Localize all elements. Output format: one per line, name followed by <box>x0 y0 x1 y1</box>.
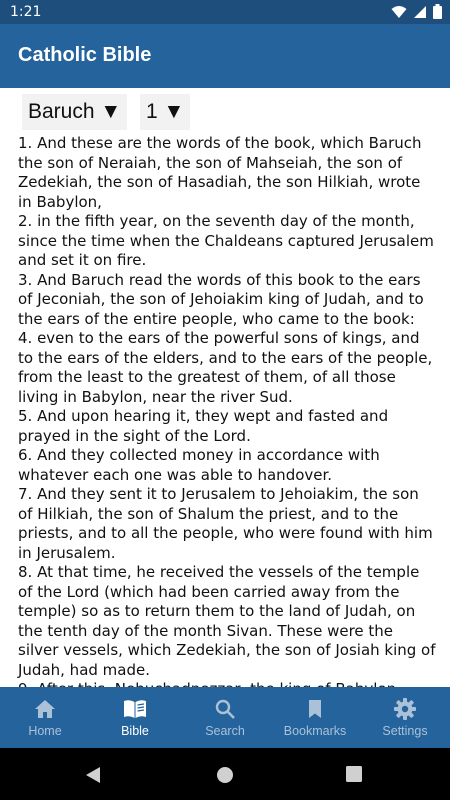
home-icon <box>33 697 57 721</box>
verse: 8. At that time, he received the vessels of the temple of the Lord (which had been carried away from the temple) so as to return them to the land of Judah, on the tenth day of the month Sivan. These were the silver vessels, which Zedekiah, the son of Josiah king of Judah, had made. <box>18 563 436 679</box>
app-title: Catholic Bible <box>18 44 152 66</box>
back-icon[interactable] <box>85 766 101 784</box>
status-icons <box>391 4 442 19</box>
nav-label-settings: Settings <box>382 724 428 738</box>
home-circle-icon[interactable] <box>216 766 234 784</box>
nav-item-bible[interactable] <box>90 687 180 748</box>
status-time: 1:21 <box>10 4 42 20</box>
bottom-nav <box>0 687 450 748</box>
verse: 4. even to the ears of the powerful sons of kings, and to the ears of the elders, and to the ears of the people, from the least to the greatest of them, of all those living in Babylon, near the river Sud. <box>18 329 433 406</box>
nav-label-home: Home <box>28 724 62 738</box>
gear-icon <box>393 697 417 721</box>
verse: 1. And these are the words of the book, which Baruch the son of Neraiah, the son of Mahseiah, the son of Zedekiah, the son of Hasadiah, the son Hilkiah, wrote in Babylon, <box>18 134 422 211</box>
nav-item-home[interactable] <box>0 687 90 748</box>
wifi-icon <box>391 5 407 19</box>
app-bar <box>0 24 450 88</box>
nav-label-bible: Bible <box>121 724 149 738</box>
nav-item-search[interactable] <box>180 687 270 748</box>
signal-icon <box>413 5 427 19</box>
nav-label-bookmarks: Bookmarks <box>283 724 347 738</box>
verse: 3. And Baruch read the words of this book to the ears of Jeconiah, the son of Jehoiakim king of Judah, and to the ears of the entire people, who came to the book: <box>18 270 424 328</box>
nav-label-search: Search <box>205 724 245 738</box>
recents-icon[interactable] <box>346 766 362 782</box>
book-icon <box>123 697 147 721</box>
nav-item-bookmarks[interactable] <box>270 687 360 748</box>
selector-row <box>0 88 450 132</box>
verse-list[interactable] <box>0 132 450 687</box>
chapter-dropdown[interactable]: 1 ▼ <box>140 94 190 130</box>
system-nav-bar <box>0 748 450 800</box>
battery-icon <box>433 4 442 19</box>
verse: 6. And they collected money in accordance with whatever each one was able to handover. <box>18 446 380 484</box>
book-dropdown[interactable]: Baruch ▼ <box>22 94 127 130</box>
search-icon <box>213 697 237 721</box>
verse: 7. And they sent it to Jerusalem to Jehoiakim, the son of Hilkiah, the son of Shalum the priest, and to the priests, and to all the people, who were found with him in Jerusalem. <box>18 485 433 562</box>
nav-item-settings[interactable] <box>360 687 450 748</box>
bookmark-icon <box>303 697 327 721</box>
status-bar <box>0 0 450 24</box>
verse: 5. And upon hearing it, they wept and fasted and prayed in the sight of the Lord. <box>18 407 389 445</box>
verse: 2. in the fifth year, on the seventh day of the month, since the time when the Chaldeans captured Jerusalem and set it on fire. <box>18 212 434 269</box>
